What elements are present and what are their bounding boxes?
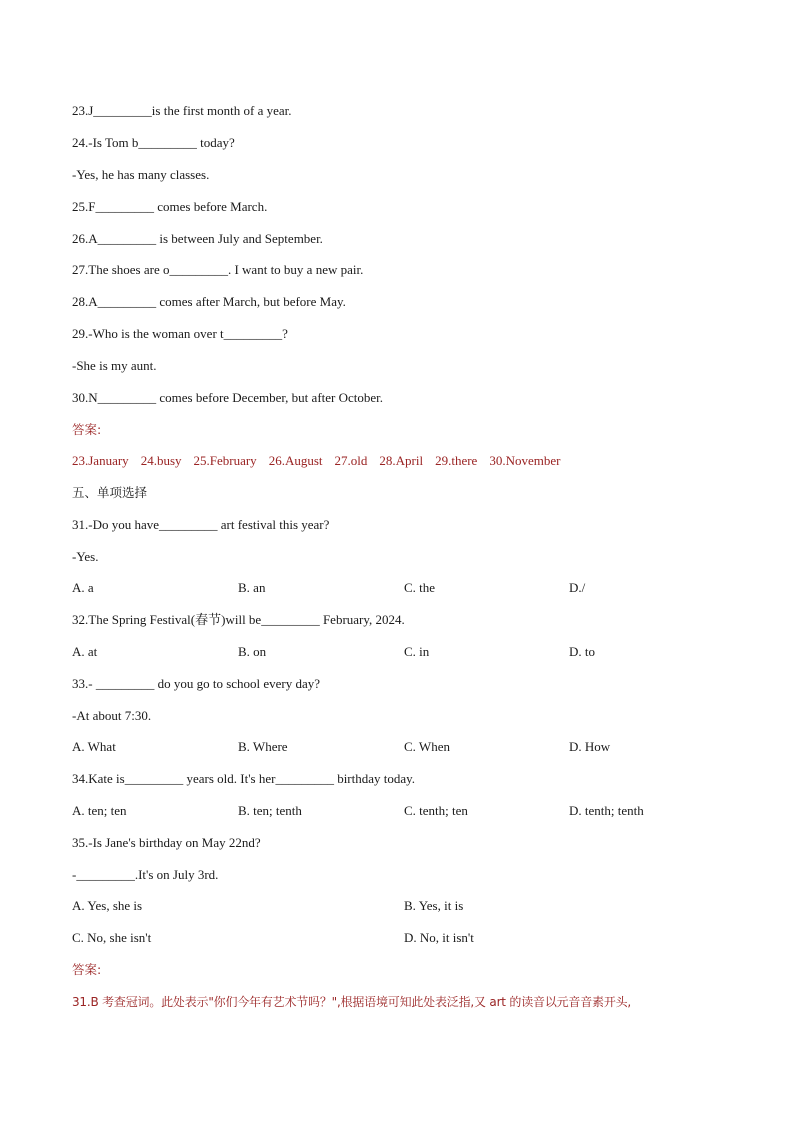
question-23: 23.J_________is the first month of a year. <box>72 103 292 118</box>
q33-option-a: A. What <box>72 739 116 754</box>
q33-option-d: D. How <box>569 739 611 754</box>
q34-option-a: A. ten; ten <box>72 803 127 818</box>
question-27: 27.The shoes are o_________. I want to buy a new pair. <box>72 262 364 277</box>
question-31-reply: -Yes. <box>72 549 99 564</box>
explanation-31: 31.B 考查冠词。此处表示"你们今年有艺术节吗？",根据语境可知此处表泛指,又 art 的读音以元音音素开头, <box>72 995 632 1009</box>
q35-option-c: C. No, she isn't <box>72 930 152 945</box>
q35-option-d: D. No, it isn't <box>404 930 474 945</box>
question-24-reply: -Yes, he has many classes. <box>72 167 210 182</box>
question-30: 30.N_________ comes before December, but after October. <box>72 390 384 405</box>
fill-answers <box>72 453 572 469</box>
answer-27: 27.old <box>334 453 368 468</box>
question-31: 31.-Do you have_________ art festival this year? <box>72 517 330 532</box>
q34-option-b: B. ten; tenth <box>238 803 302 818</box>
answer-label-2: 答案: <box>72 962 102 977</box>
answer-25: 25.February <box>193 453 257 468</box>
question-33: 33.- _________ do you go to school every day? <box>72 676 321 691</box>
question-25: 25.F_________ comes before March. <box>72 199 268 214</box>
q32-option-b: B. on <box>238 644 267 659</box>
q35-option-a: A. Yes, she is <box>72 898 143 913</box>
q32-option-a: A. at <box>72 644 98 659</box>
question-34: 34.Kate is_________ years old. It's her_________ birthday today. <box>72 771 416 786</box>
answer-26: 26.August <box>268 453 323 468</box>
q31-option-a: A. a <box>72 580 94 595</box>
question-29-reply: -She is my aunt. <box>72 358 157 373</box>
answer-30: 30.November <box>489 453 561 468</box>
q32-option-d: D. to <box>569 644 595 659</box>
question-29: 29.-Who is the woman over t_________? <box>72 326 288 341</box>
answer-28: 28.April <box>379 453 424 468</box>
q35-option-b: B. Yes, it is <box>404 898 464 913</box>
q32-option-c: C. in <box>404 644 430 659</box>
section-title: 五、单项选择 <box>72 485 148 500</box>
question-33-reply: -At about 7:30. <box>72 708 152 723</box>
q31-option-c: C. the <box>404 580 436 595</box>
question-32: 32.The Spring Festival(春节)will be_________ February, 2024. <box>72 612 405 627</box>
question-28: 28.A_________ comes after March, but before May. <box>72 294 346 309</box>
q31-option-b: B. an <box>238 580 266 595</box>
q34-option-c: C. tenth; ten <box>404 803 468 818</box>
question-35: 35.-Is Jane's birthday on May 22nd? <box>72 835 261 850</box>
q34-option-d: D. tenth; tenth <box>569 803 644 818</box>
question-26: 26.A_________ is between July and September. <box>72 231 323 246</box>
question-24: 24.-Is Tom b_________ today? <box>72 135 235 150</box>
q33-option-b: B. Where <box>238 739 288 754</box>
q33-option-c: C. When <box>404 739 450 754</box>
answer-label: 答案: <box>72 422 102 437</box>
answer-24: 24.busy <box>140 453 182 468</box>
answer-29: 29.there <box>435 453 478 468</box>
answer-23: 23.January <box>72 453 129 468</box>
q31-option-d: D./ <box>569 580 586 595</box>
question-35-reply: -_________.It's on July 3rd. <box>72 867 219 882</box>
